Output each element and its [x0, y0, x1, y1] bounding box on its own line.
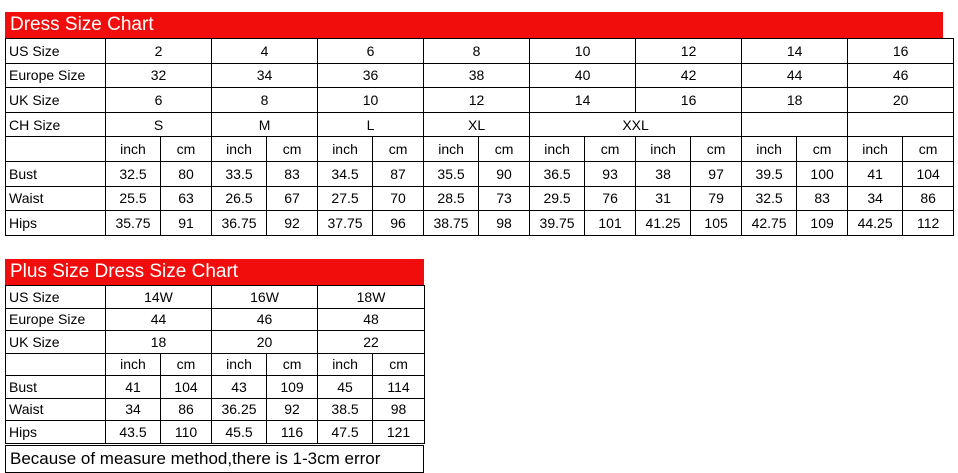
size-cell: XXL [530, 112, 742, 137]
size-row [6, 112, 954, 137]
measurement-cell: 116 [267, 421, 318, 444]
measurement-row [6, 421, 425, 444]
measurement-label: Bust [6, 161, 106, 186]
row-label: Europe Size [6, 63, 106, 88]
measurement-row [6, 398, 425, 421]
unit-inch-header: inch [848, 137, 903, 162]
measurement-label: Hips [6, 211, 106, 236]
size-cell: 8 [424, 39, 530, 64]
measurement-cell: 37.75 [318, 211, 373, 236]
measurement-cell: 80 [161, 161, 212, 186]
row-label: CH Size [6, 112, 106, 137]
measurement-cell: 83 [797, 186, 848, 211]
unit-cm-header: cm [161, 137, 212, 162]
measurement-cell: 34 [106, 398, 161, 421]
size-row [6, 331, 425, 354]
row-label: UK Size [6, 331, 106, 354]
measurement-cell: 32.5 [742, 186, 797, 211]
measurement-cell: 26.5 [212, 186, 267, 211]
measurement-cell: 36.25 [212, 398, 267, 421]
measurement-cell: 86 [161, 398, 212, 421]
measurement-cell: 91 [161, 211, 212, 236]
size-row [6, 308, 425, 331]
row-label [6, 137, 106, 162]
size-cell: 36 [318, 63, 424, 88]
measurement-cell: 38.75 [424, 211, 479, 236]
measurement-cell: 33.5 [212, 161, 267, 186]
size-cell: 48 [318, 308, 425, 331]
measurement-cell: 109 [797, 211, 848, 236]
size-cell: 14 [530, 88, 636, 113]
measurement-row [6, 186, 954, 211]
measurement-cell: 28.5 [424, 186, 479, 211]
size-cell: 18W [318, 286, 425, 309]
measurement-cell: 100 [797, 161, 848, 186]
measurement-cell: 32.5 [106, 161, 161, 186]
unit-cm-header: cm [691, 137, 742, 162]
unit-cm-header: cm [161, 353, 212, 376]
row-label [6, 353, 106, 376]
measurement-cell: 104 [903, 161, 954, 186]
unit-inch-header: inch [212, 353, 267, 376]
measurement-cell: 101 [585, 211, 636, 236]
measurement-cell: 43.5 [106, 421, 161, 444]
size-row [6, 39, 954, 64]
size-cell: 12 [636, 39, 742, 64]
size-cell: 46 [212, 308, 318, 331]
row-label: US Size [6, 286, 106, 309]
size-cell: 32 [106, 63, 212, 88]
measurement-cell: 39.5 [742, 161, 797, 186]
measurement-cell: 36.75 [212, 211, 267, 236]
measurement-cell: 104 [161, 376, 212, 399]
unit-cm-header: cm [585, 137, 636, 162]
size-cell: 10 [318, 88, 424, 113]
size-cell: 8 [212, 88, 318, 113]
measurement-cell: 41.25 [636, 211, 691, 236]
measurement-cell: 105 [691, 211, 742, 236]
measurement-cell: 79 [691, 186, 742, 211]
size-cell: 16W [212, 286, 318, 309]
size-cell: 40 [530, 63, 636, 88]
size-cell: XL [424, 112, 530, 137]
size-cell: 38 [424, 63, 530, 88]
measurement-cell: 73 [479, 186, 530, 211]
plus-size-chart-title: Plus Size Dress Size Chart [5, 259, 424, 285]
measurement-cell: 93 [585, 161, 636, 186]
measurement-cell: 92 [267, 398, 318, 421]
plus-size-table [5, 285, 425, 444]
unit-inch-header: inch [212, 137, 267, 162]
dress-size-chart-title: Dress Size Chart [5, 12, 943, 38]
dress-size-table [5, 38, 954, 236]
size-cell: 22 [318, 331, 425, 354]
measurement-label: Waist [6, 186, 106, 211]
measurement-cell: 67 [267, 186, 318, 211]
unit-inch-header: inch [318, 137, 373, 162]
size-cell: 6 [318, 39, 424, 64]
measurement-cell: 25.5 [106, 186, 161, 211]
measurement-cell: 96 [373, 211, 424, 236]
size-cell: M [212, 112, 318, 137]
unit-inch-header: inch [636, 137, 691, 162]
unit-cm-header: cm [373, 353, 425, 376]
size-cell: 20 [848, 88, 954, 113]
measurement-cell: 86 [903, 186, 954, 211]
size-cell: 12 [424, 88, 530, 113]
size-cell: 4 [212, 39, 318, 64]
measurement-cell: 38 [636, 161, 691, 186]
measurement-cell: 63 [161, 186, 212, 211]
size-cell: 18 [106, 331, 212, 354]
measurement-cell: 83 [267, 161, 318, 186]
row-label: Europe Size [6, 308, 106, 331]
size-cell [848, 112, 954, 137]
size-cell: S [106, 112, 212, 137]
measurement-cell: 43 [212, 376, 267, 399]
measurement-cell: 29.5 [530, 186, 585, 211]
size-row [6, 63, 954, 88]
row-label: UK Size [6, 88, 106, 113]
size-cell: 46 [848, 63, 954, 88]
size-cell: 10 [530, 39, 636, 64]
measurement-cell: 35.75 [106, 211, 161, 236]
measurement-cell: 114 [373, 376, 425, 399]
measurement-cell: 121 [373, 421, 425, 444]
measurement-cell: 112 [903, 211, 954, 236]
unit-inch-header: inch [106, 137, 161, 162]
size-cell: 18 [742, 88, 848, 113]
size-row [6, 88, 954, 113]
measurement-cell: 70 [373, 186, 424, 211]
measurement-cell: 39.75 [530, 211, 585, 236]
measurement-cell: 109 [267, 376, 318, 399]
unit-header-row [6, 137, 954, 162]
size-cell: 16 [848, 39, 954, 64]
measurement-cell: 42.75 [742, 211, 797, 236]
unit-header-row [6, 353, 425, 376]
unit-inch-header: inch [742, 137, 797, 162]
size-cell [742, 112, 848, 137]
unit-cm-header: cm [267, 137, 318, 162]
measurement-cell: 38.5 [318, 398, 373, 421]
measurement-cell: 87 [373, 161, 424, 186]
unit-inch-header: inch [424, 137, 479, 162]
size-cell: 20 [212, 331, 318, 354]
size-cell: 34 [212, 63, 318, 88]
measurement-row [6, 161, 954, 186]
size-cell: 2 [106, 39, 212, 64]
size-cell: 16 [636, 88, 742, 113]
measurement-cell: 34 [848, 186, 903, 211]
measurement-label: Hips [6, 421, 106, 444]
size-cell: 6 [106, 88, 212, 113]
unit-inch-header: inch [106, 353, 161, 376]
measurement-cell: 44.25 [848, 211, 903, 236]
measurement-error-note: Because of measure method,there is 1-3cm error [5, 445, 424, 473]
size-cell: 44 [742, 63, 848, 88]
measurement-cell: 45 [318, 376, 373, 399]
unit-cm-header: cm [797, 137, 848, 162]
measurement-cell: 90 [479, 161, 530, 186]
measurement-cell: 31 [636, 186, 691, 211]
measurement-cell: 34.5 [318, 161, 373, 186]
size-cell: 14W [106, 286, 212, 309]
measurement-cell: 36.5 [530, 161, 585, 186]
measurement-cell: 110 [161, 421, 212, 444]
unit-cm-header: cm [373, 137, 424, 162]
size-cell: L [318, 112, 424, 137]
measurement-row [6, 211, 954, 236]
measurement-cell: 98 [479, 211, 530, 236]
size-cell: 44 [106, 308, 212, 331]
unit-cm-header: cm [479, 137, 530, 162]
unit-inch-header: inch [318, 353, 373, 376]
measurement-cell: 76 [585, 186, 636, 211]
unit-cm-header: cm [903, 137, 954, 162]
measurement-label: Waist [6, 398, 106, 421]
measurement-cell: 27.5 [318, 186, 373, 211]
measurement-cell: 41 [848, 161, 903, 186]
measurement-cell: 92 [267, 211, 318, 236]
row-label: US Size [6, 39, 106, 64]
unit-inch-header: inch [530, 137, 585, 162]
measurement-cell: 35.5 [424, 161, 479, 186]
size-cell: 14 [742, 39, 848, 64]
unit-cm-header: cm [267, 353, 318, 376]
size-row [6, 286, 425, 309]
measurement-cell: 98 [373, 398, 425, 421]
measurement-row [6, 376, 425, 399]
measurement-cell: 41 [106, 376, 161, 399]
measurement-cell: 97 [691, 161, 742, 186]
measurement-cell: 47.5 [318, 421, 373, 444]
size-cell: 42 [636, 63, 742, 88]
measurement-cell: 45.5 [212, 421, 267, 444]
measurement-label: Bust [6, 376, 106, 399]
